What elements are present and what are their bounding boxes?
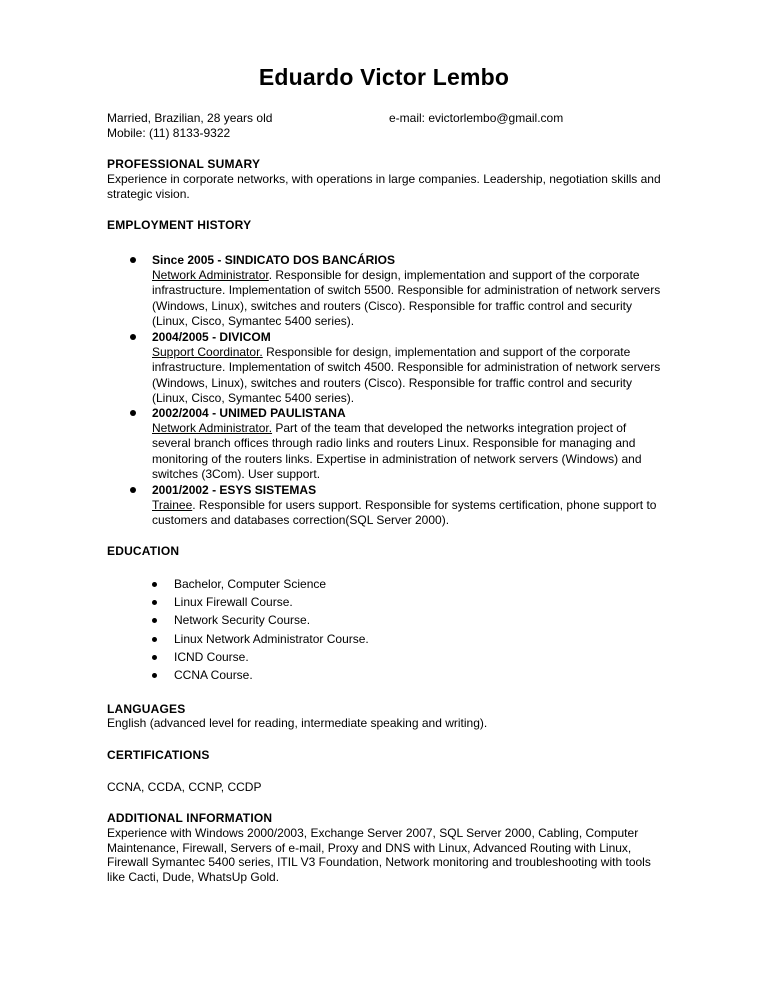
job-role: Support Coordinator.: [152, 345, 263, 360]
summary-heading: PROFESSIONAL SUMARY: [107, 157, 261, 171]
bullet-icon: [130, 257, 136, 263]
certifications-heading: CERTIFICATIONS: [107, 748, 210, 762]
bullet-icon: [152, 637, 157, 642]
job-description: . Responsible for design, implementation and support of the corporate infrastructure. Implementation of switch 5500. Responsible for administration of network servers (Windows, Linux), switches and routers (Cisco). Responsible for traffic control and security (Linux, Cisco, Symantec 5400 series).: [152, 268, 661, 328]
job-role: Trainee: [152, 498, 193, 513]
job-entry: [152, 483, 662, 529]
summary-text: Experience in corporate networks, with operations in large companies. Leadership, negotiation skills and strategic vision.: [107, 172, 661, 201]
certifications-text: CCNA, CCDA, CCNP, CCDP: [107, 780, 262, 794]
bullet-icon: [152, 655, 157, 660]
job-entry: [152, 406, 662, 482]
job-entry: [152, 330, 662, 406]
languages-text: English (advanced level for reading, intermediate speaking and writing).: [107, 716, 488, 730]
bullet-icon: [152, 582, 157, 587]
job-header: 2004/2005 - DIVICOM: [152, 330, 271, 344]
education-item: Linux Firewall Course.: [174, 595, 293, 609]
job-description: Part of the team that developed the networks integration project of several branch offices through radio links and routers Linux. Responsible for managing and monitoring of the routers links. Expertise in administration of network servers (Windows) and switches (3Com). User support.: [152, 421, 642, 481]
email-contact: e-mail: evictorlembo@gmail.com: [389, 111, 564, 125]
bullet-icon: [130, 334, 136, 340]
job-description: Responsible for design, implementation and support of the corporate infrastructure. Implementation of switch 4500. Responsible for administration of network servers (Windows, Linux), switches and routers (Cisco). Responsible for traffic control and security (Linux, Cisco, Symantec 5400 series).: [152, 345, 661, 405]
job-role: Network Administrator.: [152, 421, 273, 436]
mobile-contact: Mobile: (11) 8133-9322: [107, 126, 231, 140]
job-role: Network Administrator: [152, 268, 269, 283]
bullet-icon: [152, 600, 157, 605]
bullet-icon: [130, 487, 136, 493]
job-header: Since 2005 - SINDICATO DOS BANCÁRIOS: [152, 253, 395, 267]
education-item: ICND Course.: [174, 650, 249, 664]
education-item: Bachelor, Computer Science: [174, 577, 327, 591]
personal-info: Married, Brazilian, 28 years old: [107, 111, 273, 125]
education-heading: EDUCATION: [107, 544, 180, 558]
languages-heading: LANGUAGES: [107, 702, 186, 716]
employment-heading: EMPLOYMENT HISTORY: [107, 218, 252, 232]
bullet-icon: [152, 618, 157, 623]
job-description: . Responsible for users support. Responsible for systems certification, phone support to customers and databases correction(SQL Server 2000).: [152, 498, 657, 528]
bullet-icon: [130, 410, 136, 416]
additional-text: Experience with Windows 2000/2003, Exchange Server 2007, SQL Server 2000, Cabling, Computer Maintenance, Firewall, Servers of e-mail, Proxy and DNS with Linux, Advanced Routing with Linux, Firewall Symantec 5400 series, ITIL V3 Foundation, Network monitoring and troubleshooting with tools like Cacti, Dude, WhatsUp Gold.: [107, 826, 651, 884]
bullet-icon: [152, 673, 157, 678]
job-header: 2001/2002 - ESYS SISTEMAS: [152, 483, 317, 497]
job-entry: [152, 253, 662, 329]
candidate-name: Eduardo Victor Lembo: [258, 64, 510, 90]
education-item: CCNA Course.: [174, 668, 253, 682]
education-item: Network Security Course.: [174, 613, 311, 627]
education-item: Linux Network Administrator Course.: [174, 632, 369, 646]
job-header: 2002/2004 - UNIMED PAULISTANA: [152, 406, 346, 420]
additional-heading: ADDITIONAL INFORMATION: [107, 811, 273, 825]
